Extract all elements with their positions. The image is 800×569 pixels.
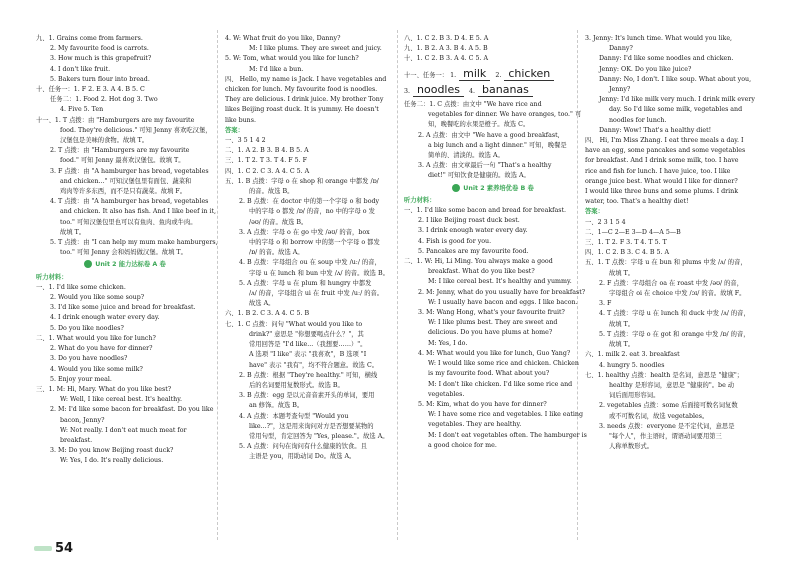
page-number: 54 — [55, 541, 74, 556]
text-line: W: Yes, I do. It's really delicious. — [60, 457, 164, 465]
text-line: 七、1. C 点拨：问句 "What would you like to — [225, 320, 363, 328]
text-line: breakfast. What do you like best? — [428, 268, 535, 276]
text-line: 中的字母 o 都发 /ɒ/ 的音，no 中的字母 o 发 — [249, 208, 375, 216]
column-3 — [404, 34, 587, 451]
text-line: /əʊ/ 的音。故选 B。 — [249, 218, 308, 226]
decorative-bar — [34, 546, 52, 551]
text-line: Danny: I'd like some noodles and chicken. — [599, 55, 734, 63]
text-line: 五、1. T 点拨：字母 u 在 bun 和 plums 中发 /ʌ/ 的音， — [585, 259, 747, 267]
text-line: 4. T 点拨：由 "A hamburger has bread, vegetables — [50, 198, 209, 206]
text-line: 常用回答是 "I'd like...（我想要……）"。 — [249, 341, 367, 349]
text-line: have an egg, some pancakes and some vegetables — [585, 147, 746, 155]
column-4 — [585, 34, 763, 452]
text-line: 2. I like Beijing roast duck best. — [418, 217, 520, 225]
text-line: 2. B 点拨：在 doctor 中的第一个字母 o 和 body — [239, 198, 380, 206]
text-line: noodles for lunch. — [609, 116, 667, 124]
text-line: 一、1. I'd like some chicken. — [36, 283, 126, 291]
text-line: "每个人"，作主语时，谓语动词要用第三 — [609, 432, 722, 440]
text-line: 5. M: Kim, what do you have for dinner? — [418, 400, 547, 408]
answers-label: 答案： — [225, 126, 244, 134]
text-line: 5. T 点拨：由 "I can help my mum make hamburgers, — [50, 239, 218, 247]
text-line: 4. A 点拨：本题考查句型 "Would you — [239, 412, 349, 420]
text-line: M: I don't like chicken. I'd like some rice and — [428, 380, 573, 388]
text-line: food. They're delicious." 可知 Jenny 喜欢吃汉堡， — [60, 126, 212, 134]
text-line: 3. How much is this grapefruit? — [50, 55, 152, 63]
handwriting-row: 十一、任务一： 1. milk 2. chicken — [404, 68, 582, 81]
text-line: 汉堡包是美味的食物。故填 T。 — [60, 137, 149, 145]
text-line: 中的字母 o 和 borrow 中的第一个字母 o 都发 — [249, 239, 380, 247]
text-line: is my favourite food. What about you? — [428, 370, 550, 378]
text-line: 七、1. healthy 点拨：health 是名词，意思是 "健康"； — [585, 371, 744, 379]
text-line: Jenny: OK. Do you like juice? — [599, 65, 692, 73]
text-line: delicious. Do you have plums at home? — [428, 329, 553, 337]
text-line: 2. What do you have for dinner? — [50, 345, 153, 353]
text-line: 4. hungry 5. noodles — [599, 361, 665, 369]
text-line: A 选项 "I like" 表示 "我喜欢"，B 选项 "I — [249, 351, 367, 359]
text-line: 故选 A。 — [249, 300, 275, 308]
text-line: Danny: Wow! That's a healthy diet! — [599, 126, 712, 134]
text-line: 人称单数形式。 — [609, 443, 654, 451]
text-line: 3. I drink enough water every day. — [418, 227, 528, 235]
text-line: Danny: No, I don't. I like soup. What about you, — [599, 75, 752, 83]
text-line: Jenny: I'd like milk very much. I drink milk every — [599, 96, 755, 104]
text-line: a good choice for me. — [428, 441, 497, 449]
text-line: I would like three buns and some plums. I drink — [585, 188, 739, 196]
text-line: 二、1. A 2. B 3. B 4. B 5. A — [225, 147, 309, 155]
text-line: 八、1. C 2. B 3. D 4. E 5. A — [404, 35, 489, 42]
text-line: healthy 是形容词，意思是 "健康的"。be 动 — [609, 381, 735, 389]
text-line: 三、1. T 2. F 3. T 4. T 5. T — [585, 239, 667, 247]
text-line: too." 可知汉堡包里也可以有鱼肉、鱼肉或牛肉。 — [60, 218, 197, 226]
text-line: 2. Would you like some soup? — [50, 294, 145, 302]
text-line: 4. Would you like some milk? — [50, 365, 143, 373]
text-line: 4. Fish is good for you. — [418, 237, 492, 245]
text-line: 4. I drink enough water every day. — [50, 314, 160, 322]
text-line: W: I would like some rice and chicken. Chicken — [428, 360, 579, 368]
text-line: W: Well, I like cereal best. It's healthy. — [60, 396, 182, 404]
text-line: W: I have some rice and vegetables. I like eating — [428, 411, 583, 419]
text-line: 任务二：1. C 点拨：由文中 "We have rice and — [404, 101, 542, 109]
text-line: 十一、1. T 点拨：由 "Hamburgers are my favourite — [36, 116, 195, 124]
text-line: 3. M: Wang Hong, what's your favourite fruit? — [418, 309, 565, 317]
text-line: 主语是 you，用助动词 Do。故选 A。 — [249, 453, 356, 461]
text-line: 3. I'd like some juice and bread for breakfast. — [50, 304, 196, 312]
text-line: 2. A 点拨：由文中 "We have a good breakfast, — [418, 131, 560, 139]
text-line: 2. F 点拨：字母组合 oa 在 roast 中发 /əʊ/ 的音， — [599, 279, 743, 287]
handwritten-answer: noodles — [413, 84, 464, 97]
text-line: 一、2 3 1 5 4 — [585, 218, 626, 226]
text-line: 2. vegetables 点拨：some 后面接可数名词复数 — [599, 402, 738, 410]
page-footer — [34, 541, 73, 556]
text-line: 鸡肉等许多东西，而不是只有蔬菜。故填 F。 — [60, 188, 187, 196]
text-line: have" 表示 "我有"，均不符合题意。故选 C。 — [249, 361, 379, 369]
text-line: 或不可数名词，故选 vegetables。 — [609, 412, 709, 420]
text-line: 3. B 点拨：egg 是以元音音素开头的单词，要用 — [239, 392, 375, 400]
listening-label: 听力材料： — [404, 196, 436, 204]
text-line: 3. F — [599, 300, 612, 308]
text-line: rice and fish for lunch. I have juice, too. I like — [585, 167, 731, 175]
text-line: like buns. — [225, 116, 256, 124]
text-line: 一、1. I'd like some bacon and bread for breakfast. — [404, 207, 567, 215]
text-line: 4. B 点拨：字母组合 ou 在 soup 中发 /uː/ 的音， — [239, 259, 381, 267]
badge-icon — [452, 184, 460, 192]
text-line: W: I usually have bacon and eggs. I like bacon. — [428, 298, 578, 306]
text-line: vegetables. — [428, 390, 465, 398]
text-line: 5. Enjoy your meal. — [50, 375, 112, 383]
text-line: like...?"，这是用来询问对方是否想要某物的 — [249, 422, 374, 430]
handwritten-answer: bananas — [478, 84, 533, 97]
text-line: 简单的、清淡的。故选 A。 — [428, 152, 504, 160]
text-line: chicken for lunch. My favourite food is noodles. — [225, 86, 378, 94]
text-line: a big lunch and a light dinner." 可知，晚餐是 — [428, 141, 567, 149]
text-line: 后的名词要用复数形式。故选 B。 — [249, 381, 344, 389]
text-line: 5. Bakers turn flour into bread. — [50, 75, 150, 83]
text-line: 二、1. What would you like for lunch? — [36, 334, 156, 342]
text-line: day. So I'd like some milk, vegetables and — [609, 106, 743, 114]
text-line: 故填 T。 — [60, 228, 86, 236]
handwritten-answer: milk — [459, 68, 490, 81]
text-line: 常用句型，肯定回答为 "Yes, please."。故选 A。 — [249, 432, 389, 440]
text-line: 四、1. C 2. C 3. A 4. C 5. A — [225, 167, 310, 175]
text-line: 的音。故选 B。 — [249, 188, 294, 196]
text-line: M: I like cereal best. It's healthy and yummy. — [428, 278, 572, 286]
answers-label: 答案： — [585, 208, 604, 216]
text-line: 一、3 5 1 4 2 — [225, 137, 266, 145]
text-line: 4. M: What would you like for lunch, Guo Yang? — [418, 349, 571, 357]
text-line: 5. Pancakes are my favourite food. — [418, 247, 529, 255]
text-line: M: I'd like a bun. — [249, 65, 304, 73]
text-line: 六、1. B 2. C 3. A 4. C 5. B — [225, 310, 310, 318]
text-line: 2. B 点拨：根据 "They're healthy." 可知，横线 — [239, 371, 378, 379]
text-line: 故填 T。 — [609, 320, 635, 328]
text-line: 三、1. T 2. T 3. T 4. F 5. F — [225, 157, 307, 165]
text-line: 3. Do you have noodles? — [50, 355, 128, 363]
text-line: diet!" 可知饮食是健康的。故选 A。 — [428, 172, 530, 180]
text-line: 字母 u 在 lunch 和 bun 中发 /ʌ/ 的音。故选 B。 — [249, 269, 389, 277]
text-line: /ɒ/ 的音。故选 A。 — [249, 249, 304, 257]
text-line: 3. A 点拨：由文章最后一句 "That's a healthy — [418, 162, 552, 170]
text-line: 2. M: I'd like some bacon for breakfast. Do you like — [50, 406, 214, 414]
text-line: vegetables. They are healthy. — [428, 421, 522, 429]
text-line: 3. Jenny: It's lunch time. What would you like, — [585, 35, 733, 42]
handwriting-row: 3. noodles 4. bananas — [404, 84, 582, 97]
text-line: 故填 T。 — [609, 269, 635, 277]
text-line: M: I like plums. They are sweet and juicy. — [249, 45, 382, 53]
text-line: 3. F 点拨：由 "A hamburger has bread, vegetables — [50, 167, 209, 175]
text-line: 知，晚餐吃的水果是橙子。故选 C。 — [428, 121, 530, 129]
text-line: 3. M: Do you know Beijing roast duck? — [50, 447, 174, 455]
text-line: W: Not really. I don't eat much meat for — [60, 426, 187, 434]
text-line: 字母组合 oi 在 choice 中发 /ɔɪ/ 的音。故填 F。 — [609, 290, 746, 298]
text-line: 5. Do you like noodles? — [50, 324, 124, 332]
text-line: 3. needs 点拨：everyone 是不定代词，意思是 — [599, 422, 735, 430]
listening-label: 听力材料： — [36, 273, 68, 281]
text-line: 故填 T。 — [609, 341, 635, 349]
text-line: 四、 Hi, I'm Miss Zhang. I eat three meals a day. I — [585, 137, 744, 145]
text-line: 5. T 点拨：字母 o 在 got 和 orange 中发 /ɒ/ 的音， — [599, 330, 750, 338]
text-line: 3. A 点拨：字母 o 在 go 中发 /əʊ/ 的音，box — [239, 228, 370, 236]
section-heading: Unit 2 能力达标卷 A 卷 — [36, 260, 214, 270]
text-line: too." 可知 Jenny 会和妈妈做汉堡。故填 T。 — [60, 249, 187, 257]
text-line: breakfast. — [60, 436, 93, 444]
text-line: 5. A 点拨：字母 u 在 plum 和 hungry 中都发 — [239, 279, 372, 287]
text-line: Danny? — [609, 45, 633, 53]
text-line: /ʌ/ 的音，字母组合 ui 在 fruit 中发 /uː/ 的音。 — [249, 290, 384, 298]
text-line: 2. M: Jenny, what do you usually have for breakfast? — [418, 288, 586, 296]
text-line: 4. I don't like fruit. — [50, 65, 111, 73]
text-line: M: I don't eat vegetables often. The hamburger is — [428, 431, 587, 439]
text-line: 五、1. B 点拨：字母 o 在 shop 和 orange 中都发 /ɒ/ — [225, 177, 379, 185]
column-1 — [36, 34, 218, 467]
text-line: 2. T 点拨：由 "Hamburgers are my favourite — [50, 147, 190, 155]
text-line: and chicken..." 可知汉堡包里有面包、蔬菜和 — [60, 177, 192, 185]
text-line: 4. W: What fruit do you like, Danny? — [225, 35, 341, 42]
text-line: 十、任务一：1. F 2. E 3. A 4. B 5. C — [36, 86, 145, 94]
text-line: Jenny? — [609, 86, 631, 94]
text-line: 十、1. C 2. B 3. A 4. C 5. A — [404, 55, 489, 63]
text-line: 词后面用形容词。 — [609, 392, 660, 400]
text-line: food." 可知 Jenny 最喜欢汉堡包。故填 T。 — [60, 157, 185, 165]
text-line: W: I like plums best. They are sweet and — [428, 319, 558, 327]
text-line: 四、 Hello, my name is Jack. I have vegetables and — [225, 75, 387, 83]
text-line: vegetables for dinner. We have oranges, too." 可 — [428, 111, 582, 119]
column-2 — [225, 34, 403, 463]
text-line: 任务二：1. Food 2. Hot dog 3. Two — [50, 96, 158, 104]
text-line: likes Beijing roast duck. It is yummy. He doesn't — [225, 106, 379, 114]
text-line: 5. W: Tom, what would you like for lunch? — [225, 55, 359, 63]
text-line: orange juice best. What would I like for dinner? — [585, 177, 738, 185]
badge-icon — [84, 260, 92, 268]
text-line: 4. T 点拨：字母 u 在 lunch 和 duck 中发 /ʌ/ 的音， — [599, 310, 750, 318]
text-line: 四、1. C 2. B 3. C 4. B 5. A — [585, 249, 670, 257]
text-line: 九、1. Grains come from farmers. — [36, 35, 143, 42]
text-line: an 修饰。故选 B。 — [249, 402, 304, 410]
text-line: 4. Five 5. Ten — [60, 106, 104, 114]
text-line: water, too. That's a healthy diet! — [585, 198, 689, 206]
text-line: 二、1. W: Hi, Li Ming. You always make a good — [404, 258, 553, 266]
text-line: M: Yes, I do. — [428, 339, 468, 347]
text-line: 2. My favourite food is carrots. — [50, 45, 149, 53]
text-line: 六、1. milk 2. eat 3. breakfast — [585, 351, 680, 359]
text-line: 九、1. B 2. A 3. B 4. A 5. B — [404, 45, 488, 53]
column-divider — [217, 30, 218, 540]
section-heading: Unit 2 素养培优卷 B 卷 — [404, 184, 582, 194]
text-line: drink?" 意思是 "你想要喝点什么？"，其 — [249, 330, 364, 338]
text-line: 5. A 点拨：问句在询问有什么健康的饮食。且 — [239, 443, 367, 451]
text-line: 三、1. M: Hi, Mary. What do you like best? — [36, 385, 172, 393]
text-line: 二、1—C 2—E 3—D 4—A 5—B — [585, 228, 681, 236]
text-line: and chicken. It also has fish. And I like beef in it, — [60, 208, 217, 216]
text-line: for breakfast. And I drink some milk, too. I have — [585, 157, 739, 165]
text-line: They are delicious. I drink juice. My brother Tony — [225, 96, 384, 104]
handwritten-answer: chicken — [504, 68, 554, 81]
text-line: bacon, Jenny? — [60, 416, 105, 424]
